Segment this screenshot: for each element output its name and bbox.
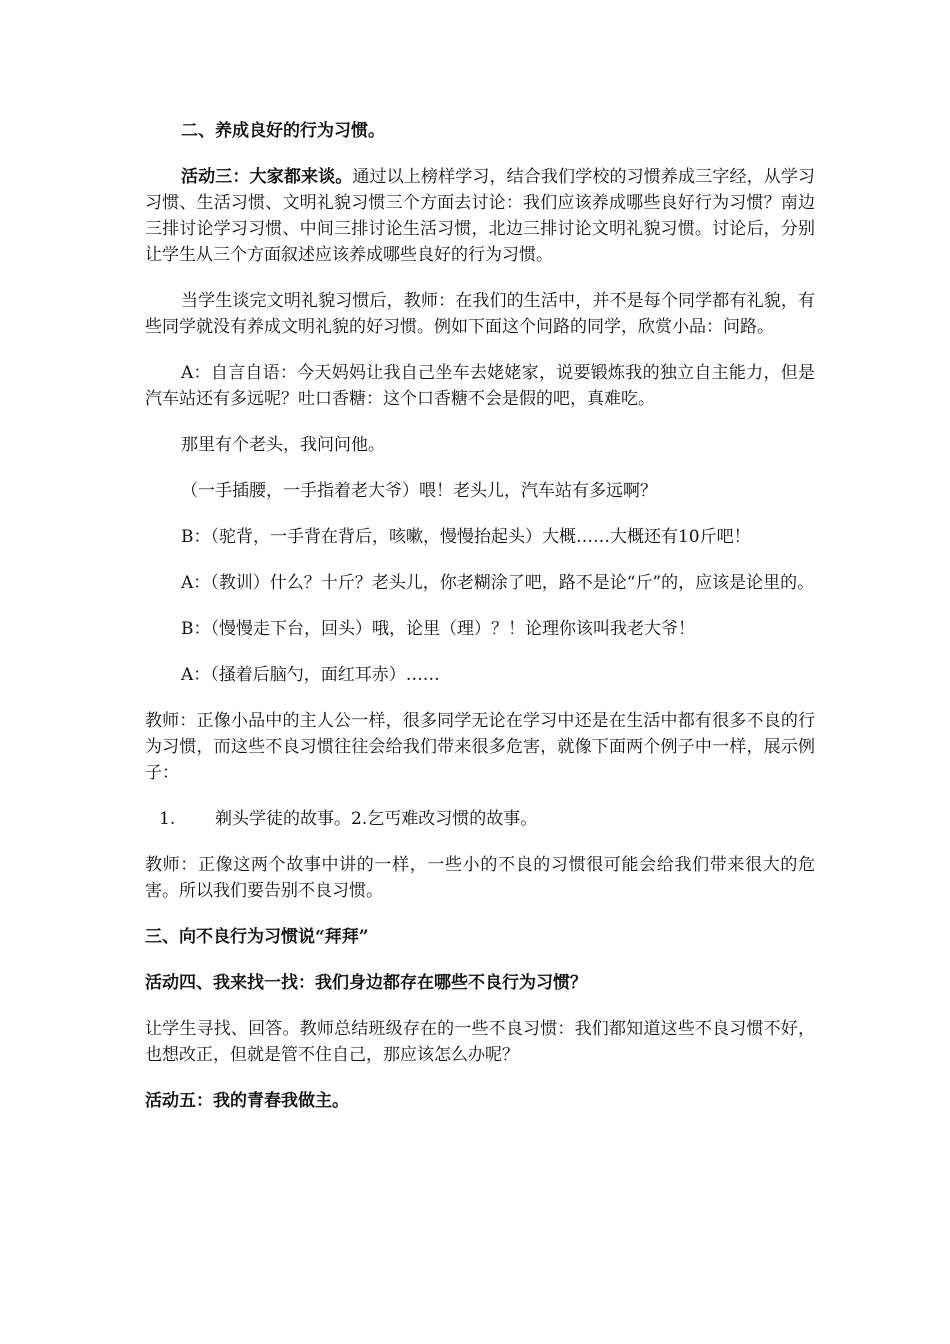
paragraph-teacher-intro: 当学生谈完文明礼貌习惯后，教师：在我们的生活中，并不是每个同学都有礼貌，有些同学就没有养成文明礼貌的好习惯。例如下面这个问路的同学，欣赏小品：问路。 xyxy=(145,291,815,337)
section-heading-3: 三、向不良行为习惯说“拜拜” xyxy=(145,927,369,947)
list-text: 剃头学徒的故事。2.乞丐难改习惯的故事。 xyxy=(215,809,538,829)
activity-3-paragraph xyxy=(145,164,815,268)
paragraph-skit-a4: A：（教训）什么？十斤？老头儿，你老糊涂了吧，路不是论“斤”的，应该是论里的。 xyxy=(181,573,815,593)
paragraph-teacher-bad-habits: 教师：正像小品中的主人公一样，很多同学无论在学习中还是在生活中都有很多不良的行为习惯，而这些不良习惯往往会给我们带来很多危害，就像下面两个例子中一样，展示例子： xyxy=(145,711,815,783)
list-number: 1. xyxy=(159,809,176,829)
paragraph-teacher-conclusion: 教师：正像这两个故事中讲的一样，一些小的不良的习惯很可能会给我们带来很大的危害。所以我们要告别不良习惯。 xyxy=(145,855,815,901)
activity-4-title: 活动四、我来找一找：我们身边都存在哪些不良行为习惯？ xyxy=(145,973,587,993)
activity-3-text: 通过以上榜样学习，结合我们学校的习惯养成三字经，从学习习惯、生活习惯、文明礼貌习惯三个方面去讨论：我们应该养成哪些良好行为习惯？南边三排讨论学习习惯、中间三排讨论生活习惯，北边三排讨论文明礼貌习惯。讨论后，分别让学生从三个方面叙述应该养成哪些良好的行为习惯。 xyxy=(145,167,816,265)
document-page xyxy=(145,118,815,1134)
paragraph-skit-b1: B：（驼背，一手背在背后，咳嗽，慢慢抬起头）大概……大概还有10斤吧！ xyxy=(181,527,751,547)
section-heading-2: 二、养成良好的行为习惯。 xyxy=(181,121,385,141)
paragraph-skit-a2: 那里有个老头，我问问他。 xyxy=(181,435,385,455)
paragraph-skit-a3: （一手插腰，一手指着老大爷）喂！老头儿，汽车站有多远啊？ xyxy=(181,481,657,501)
activity-5-title: 活动五：我的青春我做主。 xyxy=(145,1091,349,1111)
activity-3-title: 活动三：大家都来谈。 xyxy=(181,167,353,187)
paragraph-skit-a1: A：自言自语：今天妈妈让我自己坐车去姥姥家，说要锻炼我的独立自主能力，但是汽车站还有多远呢？吐口香糖：这个口香糖不会是假的吧，真难吃。 xyxy=(145,363,815,409)
paragraph-skit-a5: A：（搔着后脑勺，面红耳赤）…… xyxy=(181,665,440,685)
paragraph-student-answer: 让学生寻找、回答。教师总结班级存在的一些不良习惯：我们都知道这些不良习惯不好，也想改正，但就是管不住自己，那应该怎么办呢？ xyxy=(145,1019,815,1065)
paragraph-skit-b2: B：（慢慢走下台，回头）哦，论里（理）？！论理你该叫我老大爷！ xyxy=(181,619,695,639)
list-item-stories xyxy=(145,806,815,832)
